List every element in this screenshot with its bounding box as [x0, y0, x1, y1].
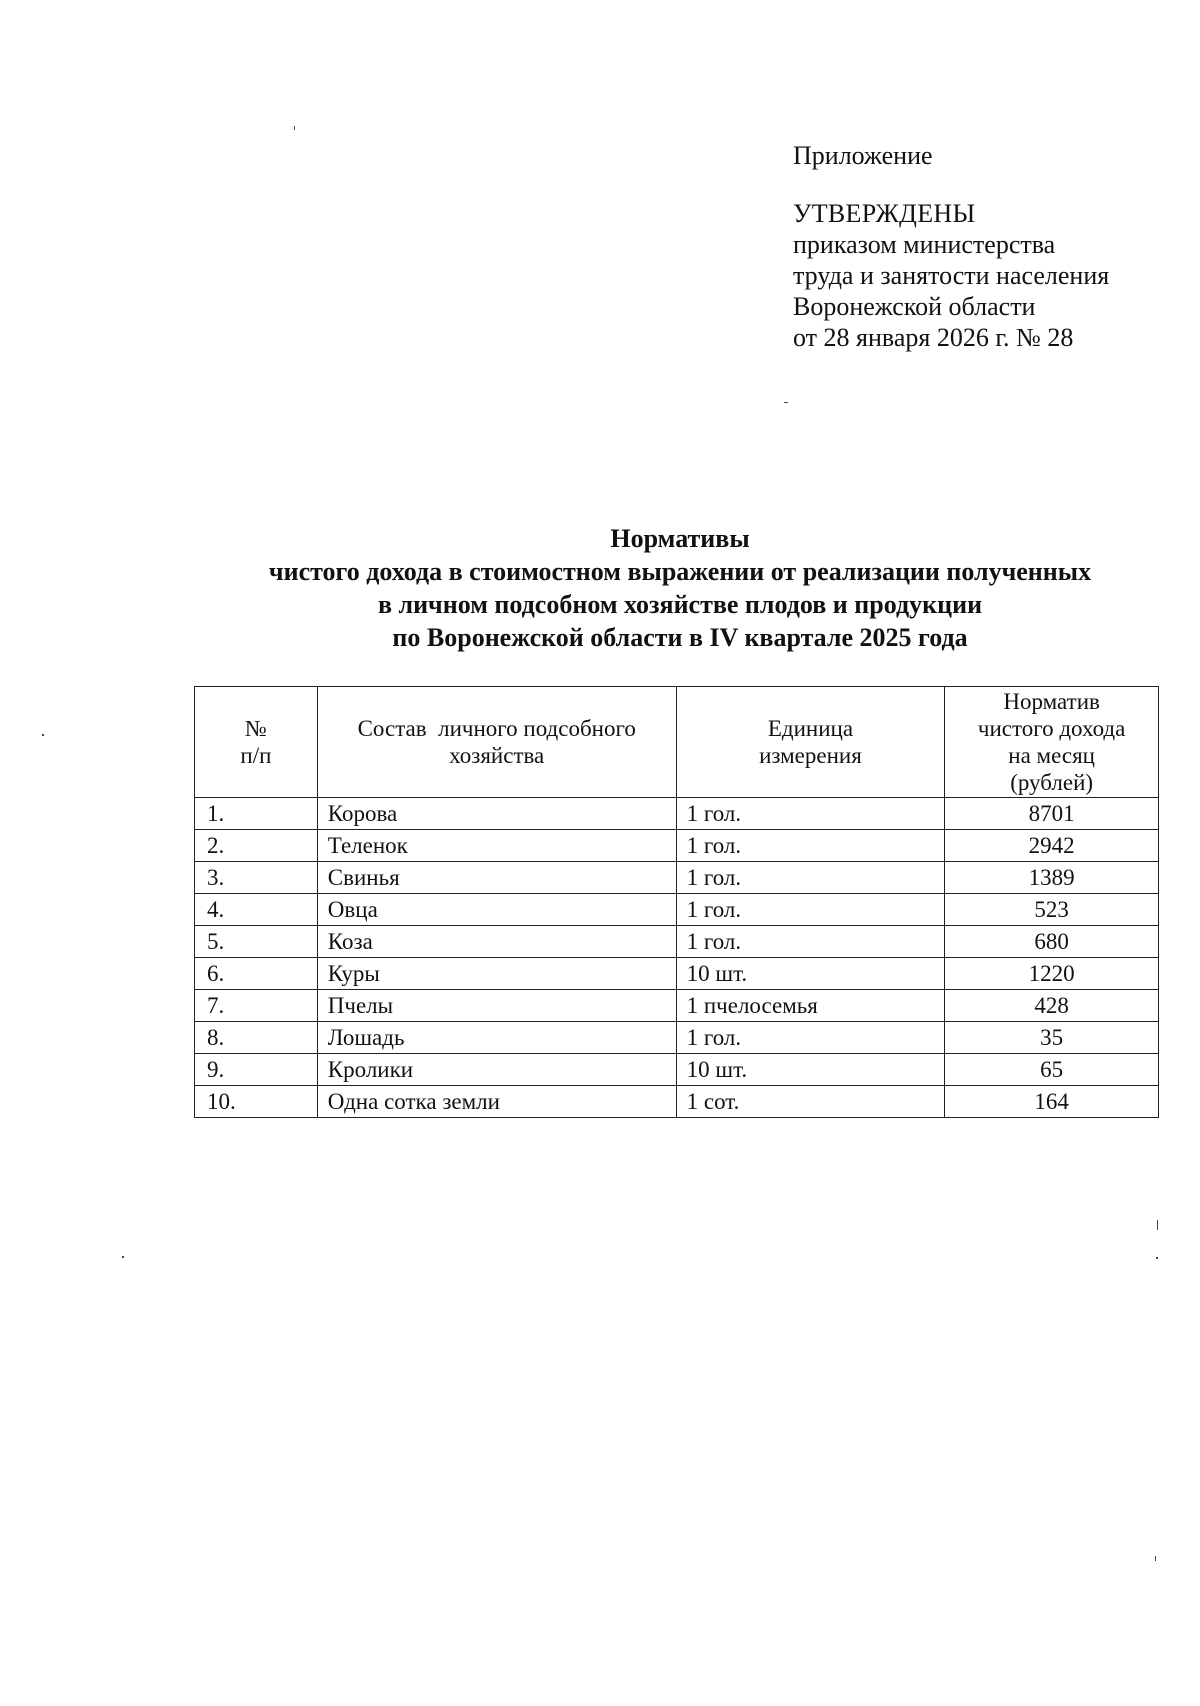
row-num: 5. — [195, 926, 318, 958]
table-header-row — [195, 687, 1159, 798]
title-line-1: Нормативы — [610, 524, 750, 553]
row-num: 8. — [195, 1022, 318, 1054]
header-unit — [676, 687, 945, 798]
row-unit: 1 пчелосемья — [676, 990, 945, 1022]
header-unit-line: Единица — [767, 716, 854, 741]
row-unit: 1 гол. — [676, 830, 945, 862]
scan-speck — [1157, 1220, 1158, 1230]
table-row — [195, 1022, 1159, 1054]
row-value: 428 — [945, 990, 1159, 1022]
header-num-line: п/п — [240, 743, 272, 768]
row-num: 4. — [195, 894, 318, 926]
row-value: 1220 — [945, 958, 1159, 990]
scan-speck — [42, 734, 44, 736]
header-norm-line: чистого дохода — [977, 716, 1126, 741]
scan-speck — [784, 402, 788, 403]
row-value: 2942 — [945, 830, 1159, 862]
row-unit: 1 гол. — [676, 894, 945, 926]
header-composition — [317, 687, 676, 798]
scan-speck — [294, 126, 295, 130]
scan-speck — [122, 1256, 124, 1258]
row-num: 6. — [195, 958, 318, 990]
row-name: Пчелы — [317, 990, 676, 1022]
header-norm-line: (рублей) — [1010, 770, 1094, 795]
table-row — [195, 958, 1159, 990]
header-norm — [945, 687, 1159, 798]
row-num: 1. — [195, 798, 318, 830]
row-num: 3. — [195, 862, 318, 894]
row-unit: 1 гол. — [676, 926, 945, 958]
row-name: Кролики — [317, 1054, 676, 1086]
row-value: 65 — [945, 1054, 1159, 1086]
row-name: Коза — [317, 926, 676, 958]
header-num-line: № — [244, 716, 267, 741]
table-row — [195, 862, 1159, 894]
row-name: Лошадь — [317, 1022, 676, 1054]
row-unit: 1 гол. — [676, 798, 945, 830]
row-value: 523 — [945, 894, 1159, 926]
approval-line-department: труда и занятости населения — [793, 261, 1110, 290]
row-unit: 10 шт. — [676, 958, 945, 990]
header-composition-line: Состав личного подсобного — [357, 716, 636, 741]
title-line-3: в личном подсобном хозяйстве плодов и продукции — [377, 590, 983, 619]
header-composition-line: хозяйства — [449, 743, 545, 768]
approval-block — [793, 140, 1173, 353]
header-num — [195, 687, 318, 798]
row-unit: 1 гол. — [676, 1022, 945, 1054]
row-value: 35 — [945, 1022, 1159, 1054]
row-num: 10. — [195, 1086, 318, 1118]
appendix-label: Приложение — [793, 141, 933, 170]
table-row — [195, 926, 1159, 958]
table-row — [195, 1054, 1159, 1086]
header-norm-line: Норматив — [1003, 689, 1100, 714]
row-value: 680 — [945, 926, 1159, 958]
row-num: 2. — [195, 830, 318, 862]
row-unit: 1 гол. — [676, 862, 945, 894]
approval-line-ministry: приказом министерства — [793, 230, 1056, 259]
header-unit-line: измерения — [759, 743, 862, 768]
row-name: Одна сотка земли — [317, 1086, 676, 1118]
norms-table — [194, 686, 1159, 1118]
table-row — [195, 830, 1159, 862]
row-name: Теленок — [317, 830, 676, 862]
row-name: Корова — [317, 798, 676, 830]
table-row — [195, 894, 1159, 926]
scan-speck — [1155, 1556, 1156, 1561]
table-row — [195, 990, 1159, 1022]
approved-heading: УТВЕРЖДЕНЫ — [793, 199, 976, 228]
title-line-2: чистого дохода в стоимостном выражении от реализации полученных — [268, 557, 1092, 586]
row-name: Куры — [317, 958, 676, 990]
row-name: Свинья — [317, 862, 676, 894]
row-value: 1389 — [945, 862, 1159, 894]
row-unit: 1 сот. — [676, 1086, 945, 1118]
row-value: 8701 — [945, 798, 1159, 830]
row-unit: 10 шт. — [676, 1054, 945, 1086]
row-num: 9. — [195, 1054, 318, 1086]
header-norm-line: на месяц — [1008, 743, 1095, 768]
row-value: 164 — [945, 1086, 1159, 1118]
row-name: Овца — [317, 894, 676, 926]
document-title — [180, 522, 1180, 654]
approval-line-region: Воронежской области — [793, 292, 1036, 321]
title-line-4: по Воронежской области в IV квартале 2025 года — [392, 623, 968, 652]
scan-speck — [1156, 1257, 1158, 1259]
table-row — [195, 798, 1159, 830]
table-row — [195, 1086, 1159, 1118]
row-num: 7. — [195, 990, 318, 1022]
approval-line-date: от 28 января 2026 г. № 28 — [793, 323, 1074, 352]
